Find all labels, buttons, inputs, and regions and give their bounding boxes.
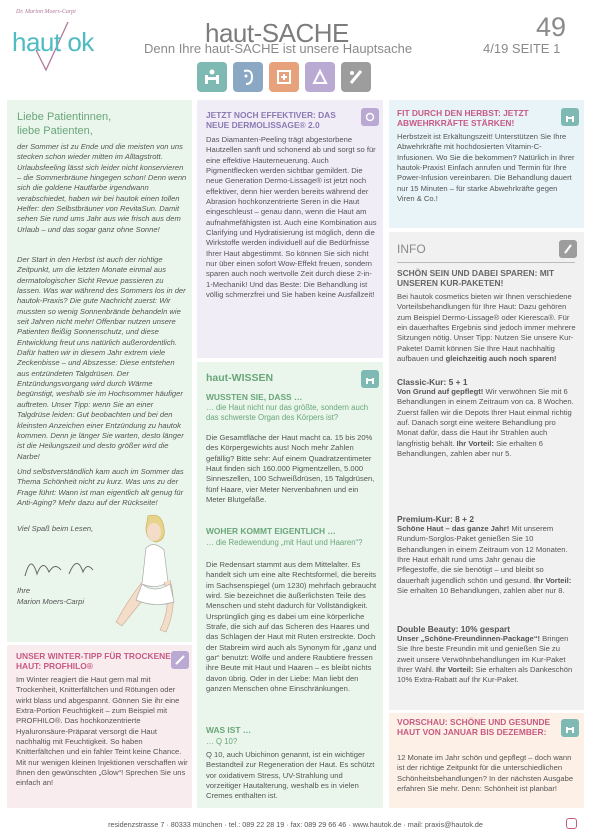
kur1-adv-label: Ihr Vorteil: — [456, 438, 494, 448]
kur3-body — [397, 634, 577, 686]
kur-intro-text: Bei hautok cosmetics bieten wir Ihnen verschiedene Vorteilsbehandlungen für Ihre Haut: Dazu gehören zum Beispiel Dermo-Lissage® oder Kieresca®. Für ein dauerhaftes Ergebnis sind jedoch immer mehrere Sitzungen nötig. Unser Tipp: Nutzen Sie unsere Kur-Pakete! Damit können Sie Ihre Haut nachhaltig aufbauen und — [397, 292, 576, 364]
kur-icon — [561, 108, 579, 126]
kur2-body — [397, 524, 577, 596]
kur3-adv-label: Ihr Vorteil: — [435, 665, 474, 675]
abwehr-box — [389, 100, 584, 228]
letter-box — [7, 100, 192, 642]
haut-wissen-box — [197, 362, 383, 808]
blank-icon — [305, 62, 335, 92]
fact1-sub: … die Haut nicht nur das größte, sondern auch das schwerste Organ des Körpers ist? — [206, 403, 369, 423]
fact3-title: WAS IST … — [206, 725, 252, 735]
dermolissage-box — [197, 100, 383, 358]
winter-tip-box — [7, 645, 192, 808]
kur2-title: Premium-Kur: 8 + 2 — [397, 514, 475, 524]
woman-illustration — [112, 510, 190, 640]
kur3-title: Double Beauty: 10% gespart — [397, 624, 511, 634]
fact3-text: Q 10, auch Ubichinon genannt, ist ein wichtiger Bestandteil zur Regeneration der Haut. Es schützt vor oxidativem Stress, UV-Strahlung und vorzeitiger Hautalterung, weshalb es in vielen Cremes enthalten ist. — [206, 750, 375, 801]
face-icon — [233, 62, 263, 92]
divider — [397, 262, 575, 263]
letter-para-1: der Sommer ist zu Ende und die meisten von uns stecken schon wieder mitten im Alltagstrott. Urlaubsfeeling lässt sich leider nicht konservieren – die Sommerbräune hingegen schon! Denn wenn sich die goldene Hautfarbe irgendwann verabschiedet, haben wir bei hautok einen tollen Helfer: den Selbstbräuner von RevitaSun. Damit sehen Sie rund ums Jahr aus wie frisch aus dem Urlaub – und das sogar ganz ohne Sonne! — [17, 142, 187, 234]
sign-name: Marion Moers-Carpi — [17, 597, 85, 606]
fact2-text: Die Redensart stammt aus dem Mittelalter. Es handelt sich um eine alte Rechtsformel, die bereits im Sachsenspiegel (um 1230) mehrfach gebraucht wird. Sie bezeichnet die äußerlichsten Teile des Menschen und steht dadurch für Vollständigkeit. Ursprünglich ging es dabei um eine körperliche Strafe, die sich auf das Scheren des Haares und das Schlagen der Haut mit Ruten erstreckte. Doch der Stabreim wird auch als Synonym für „ganz und gar“ benutzt: Wölfe und andere Raubtiere fressen ihre Beute mit Haut und Haaren – es bleibt nichts davon übrig. Oder in der Liebe: Man liebt den ganzen Menschen ohne Einschränkungen. — [206, 560, 377, 694]
kur2-sub: Schöne Haut – das ganze Jahr! — [397, 524, 510, 533]
kur-intro — [397, 292, 577, 364]
dermolissage-text: Das Diamanten-Peeling trägt abgestorbene Hautzellen sanft und schonend ab und sorgt so für eine effektive Hauterneuerung. Auch Pigmentflecken werden sichtbar gemildert. Die neue Generation Dermo-Lissage® ist jetzt noch effektiver, denn hier werden bereits während der Abrasion hochkonzentrierte Seren in die Haut eingeschleust – genau dann, wenn die Haut am aufnahmefähigsten ist. Auch eine Kombination aus Clarifying und Hydratisierung ist möglich, denn die Wirkstoffe werden individuell auf die Bedürfnisse Ihrer Haut abgestimmt. So können Sie sich nicht nur über einen sofort Wow-Effekt freuen, sondern sparen auch noch wertvolle Zeit durch diese 2-in-1-Mechanik! Und das Beste: Die Behandlung ist völlig schmerzfrei und Sie haben keine Ausfallzeit! — [206, 135, 377, 300]
vorschau-box — [389, 713, 584, 808]
closing: Viel Spaß beim Lesen, — [17, 524, 94, 533]
letter-para-3: Und selbstverständlich kam auch im Sommer das Thema Schönheit nicht zu kurz. Was uns zu der Frage führt: Wann ist man eigentlich alt genug für Anti-Aging? Mehr dazu auf der Rückseite! — [17, 467, 184, 508]
vorschau-text: 12 Monate im Jahr schön und gepflegt – doch wann ist der richtige Zeitpunkt für die unterschiedlichen Schönheitsbehandlungen? In der nächsten Ausgabe erfahren Sie mehr. Denn: Schönheit ist planbar! — [397, 753, 574, 794]
info-box — [389, 232, 584, 710]
kur1-title: Classic-Kur: 5 + 1 — [397, 377, 468, 387]
kur3-sub: Unser „Schöne-Freundinnen-Package“! — [397, 634, 541, 643]
fact2-title: WOHER KOMMT EIGENTLICH … — [206, 526, 336, 536]
greeting: Liebe Patientinnen, liebe Patienten, — [17, 111, 112, 137]
fact1-title: WUSSTEN SIE, DASS … — [206, 392, 303, 402]
vorschau-title: VORSCHAU: SCHÖNE UND GESUNDE HAUT VON JANUAR BIS DEZEMBER: — [397, 717, 551, 738]
haut-wissen-title: haut-WISSEN — [206, 372, 274, 384]
masthead-title: haut-SACHE — [205, 18, 349, 48]
logo: haut ok — [12, 27, 94, 57]
info-title: INFO — [397, 242, 426, 256]
fact3-sub: … Q 10? — [206, 737, 238, 746]
footer-contact: residenzstrasse 7 · 80333 münchen · tel.: 089 22 28 19 · fax: 089 29 66 46 · www.hautok.de · mail: praxis@hautok.de — [108, 820, 483, 829]
kur3-adv: Sie erhalten als Dankeschön 10% Extra-Rabatt auf Ihr Kur-Paket. — [397, 665, 573, 685]
kur-intro-bold: gleichzeitig auch noch sparen! — [445, 354, 557, 364]
signature-icon — [21, 548, 116, 588]
kur-head: SCHÖN SEIN UND DABEI SPAREN: MIT UNSEREN KUR-PAKETEN! — [397, 268, 555, 289]
winter-tip-text: Im Winter reagiert die Haut gern mal mit Trockenheit, Knitterfältchen und Rötungen oder wirkt blass und abgespannt. Gönnen Sie ihr eine Extra-Portion Feuchtigkeit – zum Beispiel mit PROFHILO®. Das hochkonzentrierte Hyaluronsäure-Präparat versorgt die Haut nachhaltig mit Feuchtigkeit. So haben Knitterfältchen und ein fahler Teint keine Chance. Mit nur wenigen kleinen Injektionen verschaffen wir Ihnen den gewünschten „Glow“! Sprechen Sie uns einfach an! — [16, 675, 188, 788]
abwehr-title: FIT DURCH DEN HERBST: JETZT ABWEHRKRÄFTE STÄRKEN! — [397, 108, 529, 129]
info-icon — [559, 240, 577, 258]
section-icon-strip — [197, 62, 371, 92]
kur-icon — [197, 62, 227, 92]
letter-para-2: Der Start in den Herbst ist auch der richtige Zeitpunkt, um die letzten Monate einmal aus dermatologischer Sicht Revue passieren zu lassen. Was war während des Sommers los in der hautok-Praxis? Die gute Nachricht zuerst: Wir mussten so wenig Sonnenbrände behandeln wie seit Jahren nicht mehr! Offenbar nutzen unsere Patienten fleißig Sonnenschutz, und diese Entwicklung freut uns natürlich außerordentlich. Dafür hatten wir in diesem Jahr extrem viele Zeckenbisse – und Abszesse: Diese entstehen aus entzündeten Talgdrüsen. Der Entzündungsvorgang wird durch Wärme begünstigt, weshalb sie im Hochsommer häufiger auftreten. Unser Tipp: wenn Sie an einer Talgdrüse leiden: Gut beobachten und bei den kleinsten Anzeichen einer Entzündung zu hautok kommen. Denn je länger Sie warten, desto länger ist die Heilungszeit und desto größer wird die Narbe! — [17, 255, 186, 461]
kur2-text: Mit unserem Rundum-Sorglos-Paket genießen Sie 10 Behandlungen in einem Zeitraum von 12 Monaten. Ihre Haut erhält rund ums Jahr genau die Pflegestoffe, die sie benötigt – und bleibt so dauerhaft jugendlich schön und gesund. — [397, 524, 568, 585]
sign-label: Ihre — [17, 586, 31, 595]
kur-icon — [361, 370, 379, 388]
kur1-body — [397, 387, 577, 459]
issue-line: 4/19 SEITE 1 — [483, 41, 561, 56]
logo-subtitle: Dr. Marion Moers-Carpi — [16, 9, 76, 15]
fact1-text: Die Gesamtfläche der Haut macht ca. 15 bis 20% des Körpergewichts aus! Noch mehr Zahlen gefällig? Bitte sehr: Auf einem Quadratzentimeter Haut finden sich 160.000 Pigmentzellen, 5.000 Sinneszellen, 100 Schweißdrüsen, 15 Talgdrüsen, fünf Haare, vier Meter Nervenbahnen und ein Meter Blutgefäße. — [206, 433, 375, 505]
kur-icon — [561, 719, 579, 737]
winter-tip-title: UNSER WINTER-TIPP FÜR TROCKENE HAUT: PROFHILO® — [16, 651, 171, 672]
dermolissage-title: JETZT NOCH EFFEKTIVER: DAS NEUE DERMOLISSAGE® 2.0 — [206, 110, 336, 131]
instagram-icon[interactable] — [566, 818, 577, 829]
fact2-sub: … die Redewendung „mit Haut und Haaren“? — [206, 538, 363, 547]
kur1-text: Wir verwöhnen Sie mit 6 Behandlungen in einem Zeitraum von ca. 8 Wochen. Zuerst fallen wir die Depots Ihrer Haut einmal richtig auf. Danach sorgt eine weitere Behandlung pro Monat dafür, dass die Haut ihr Strahlen auch langfristig behält. — [397, 387, 574, 448]
kur3-text: Bringen Sie Ihre beste Freundin mit und genießen Sie zu zweit unsere Verwöhnbehandlungen im Kur-Paket Ihrer Wahl. — [397, 634, 569, 675]
tagline: Denn Ihre haut-SACHE ist unsere Hauptsache — [144, 41, 413, 56]
kur2-adv-label: Ihr Vorteil: — [533, 575, 572, 585]
kur1-adv: Sie erhalten 6 Behandlungen, zahlen aber nur 5. — [397, 438, 543, 459]
abwehr-text: Herbstzeit ist Erkältungszeit! Unterstützen Sie Ihre Abwehrkräfte mit hochdosierten Vitamin-C-Infusionen. Wo Sie die bekommen? Natürlich in Ihrer hautok-Praxis! Einfach anrufen und Termin für Ihre Power-Infusion vereinbaren. Die Behandlung dauert nur 15 Minuten – für starke Abwehrkräfte gegen Viren & Co.! — [397, 132, 575, 204]
info-icon — [341, 62, 371, 92]
face-icon — [361, 108, 379, 126]
kur1-sub: Von Grund auf gepflegt! — [397, 387, 484, 396]
syringe-icon — [269, 62, 299, 92]
issue-number: 49 — [536, 12, 567, 42]
syringe-icon — [171, 651, 189, 669]
kur2-adv: Sie erhalten 10 Behandlungen, zahlen aber nur 8. — [397, 586, 565, 596]
